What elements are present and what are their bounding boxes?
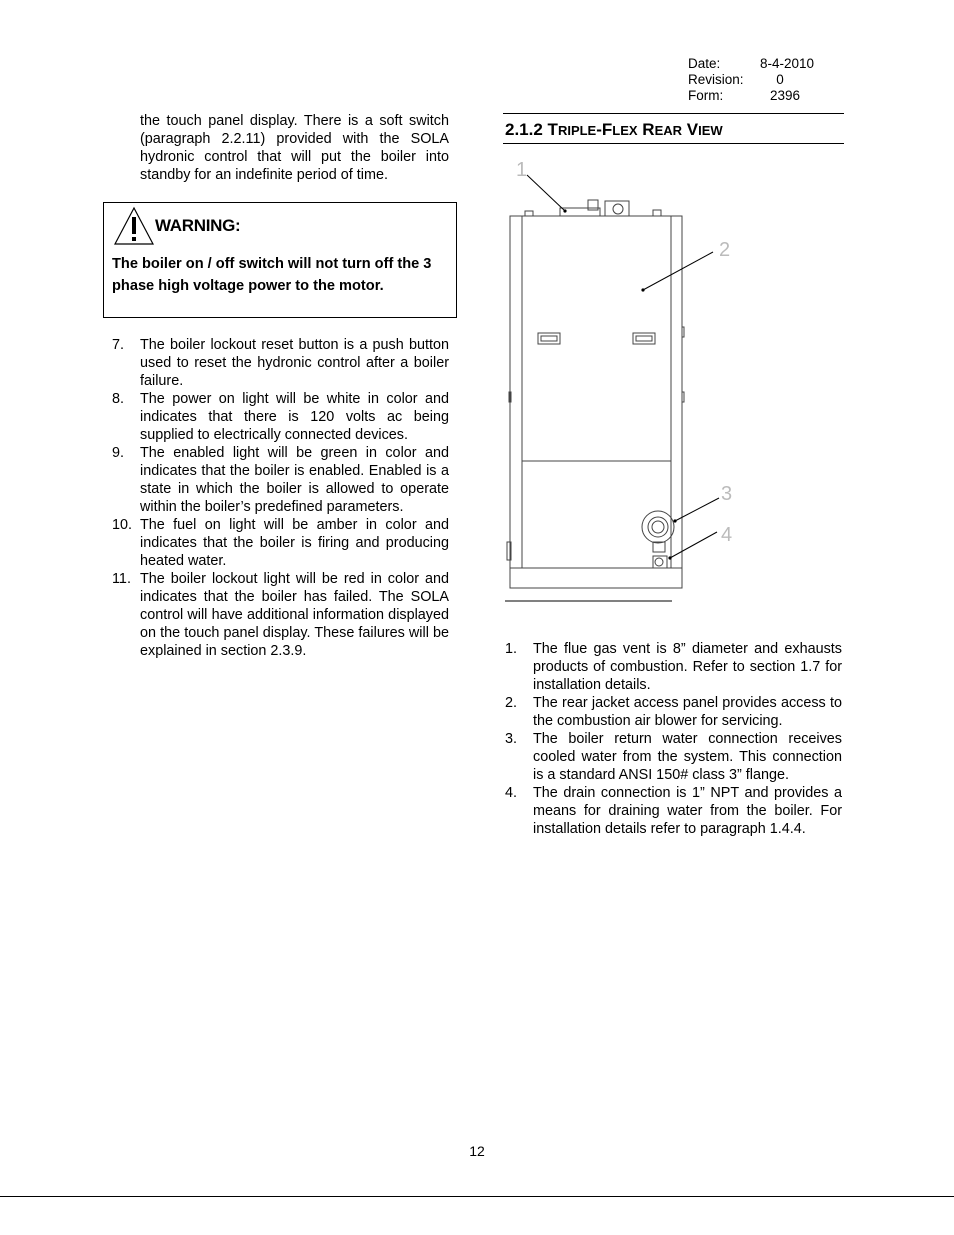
heading-cap: T: [547, 120, 558, 139]
form-label: Form:: [688, 88, 724, 103]
list-item: [112, 570, 449, 660]
item-number: 4.: [505, 785, 518, 801]
heading-number: 2.1.2: [505, 120, 543, 139]
left-item-list: [112, 336, 449, 660]
list-item: [112, 336, 449, 390]
right-item-list: [505, 640, 842, 838]
item-text: The fuel on light will be amber in color and indicates that the boiler is firing and producing heated water.: [140, 517, 449, 569]
footer-rule: [0, 1196, 954, 1197]
list-item: [112, 516, 449, 570]
heading-cap: V: [682, 120, 699, 139]
item-number: 11.: [112, 571, 131, 587]
item-text: The enabled light will be green in color and indicates that the boiler is enabled. Enabled is a state in which the boiler is allowed to operate within the boiler’s predefined parameters.: [140, 445, 449, 515]
warning-title: WARNING:: [155, 216, 241, 235]
section-heading: [503, 113, 844, 144]
date-label: Date:: [688, 56, 721, 71]
item-number: 10.: [112, 517, 133, 533]
cabinet-outline: [510, 216, 682, 568]
item-number: 9.: [112, 445, 125, 461]
list-item: [505, 730, 842, 784]
item-text: The boiler lockout reset button is a push button used to reset the hydronic control after a boiler failure.: [140, 337, 449, 389]
document-meta: [688, 56, 828, 104]
callout-3: 3: [721, 483, 733, 505]
item-text: The rear jacket access panel provides access to the combustion air blower for servicing.: [533, 695, 842, 729]
form-value: 2396: [770, 88, 801, 103]
list-item: [112, 444, 449, 516]
revision-label: Revision:: [688, 72, 744, 87]
item-number: 1.: [505, 641, 518, 657]
boiler-rear-view-drawing: [505, 152, 733, 592]
callout-2: 2: [719, 239, 731, 261]
warning-triangle-icon: [113, 206, 155, 246]
item-text: The boiler return water connection receives cooled water from the system. This connection is a standard ANSI 150# class 3” flange.: [533, 731, 842, 783]
item-number: 7.: [112, 337, 125, 353]
warning-text: The boiler on / off switch will not turn off the 3 phase high voltage power to the motor.: [112, 256, 432, 294]
page-number: 12: [469, 1143, 485, 1159]
callout-1: 1: [516, 159, 528, 181]
item-text: The power on light will be white in color and indicates that there is 120 volts ac being supplied to electrically connected devices.: [140, 391, 449, 443]
callout-4: 4: [721, 524, 733, 546]
revision-value: 0: [776, 72, 784, 87]
warning-box: [103, 202, 457, 318]
heading-small-caps: IEW: [698, 123, 723, 138]
list-item: [505, 784, 842, 838]
item-text: The drain connection is 1” NPT and provides a means for draining water from the boiler. For installation details refer to paragraph 1.4.4.: [533, 785, 842, 837]
list-item: [112, 390, 449, 444]
item-number: 8.: [112, 391, 125, 407]
item-text: The boiler lockout light will be red in color and indicates that the boiler has failed. The SOLA control will have additional information displayed on the touch panel display. These failures will be explained in section 2.3.9.: [140, 571, 449, 659]
date-value: 8-4-2010: [760, 56, 815, 71]
heading-cap: R: [637, 120, 655, 139]
heading-small-caps: RIPLE: [557, 123, 597, 138]
heading-title: [548, 120, 723, 139]
heading-cap: -F: [596, 120, 613, 139]
item-number: 3.: [505, 731, 518, 747]
item-number: 2.: [505, 695, 518, 711]
item-text: The flue gas vent is 8” diameter and exhausts products of combustion. Refer to section 1.7 for installation details.: [533, 641, 842, 693]
list-item: [505, 640, 842, 694]
heading-small-caps: EAR: [654, 123, 683, 138]
list-item: [505, 694, 842, 730]
heading-small-caps: LEX: [612, 123, 638, 138]
intro-paragraph: the touch panel display. There is a soft switch (paragraph 2.2.11) provided with the SOLA hydronic control that will put the boiler into standby for an indefinite period of time.: [140, 113, 449, 183]
